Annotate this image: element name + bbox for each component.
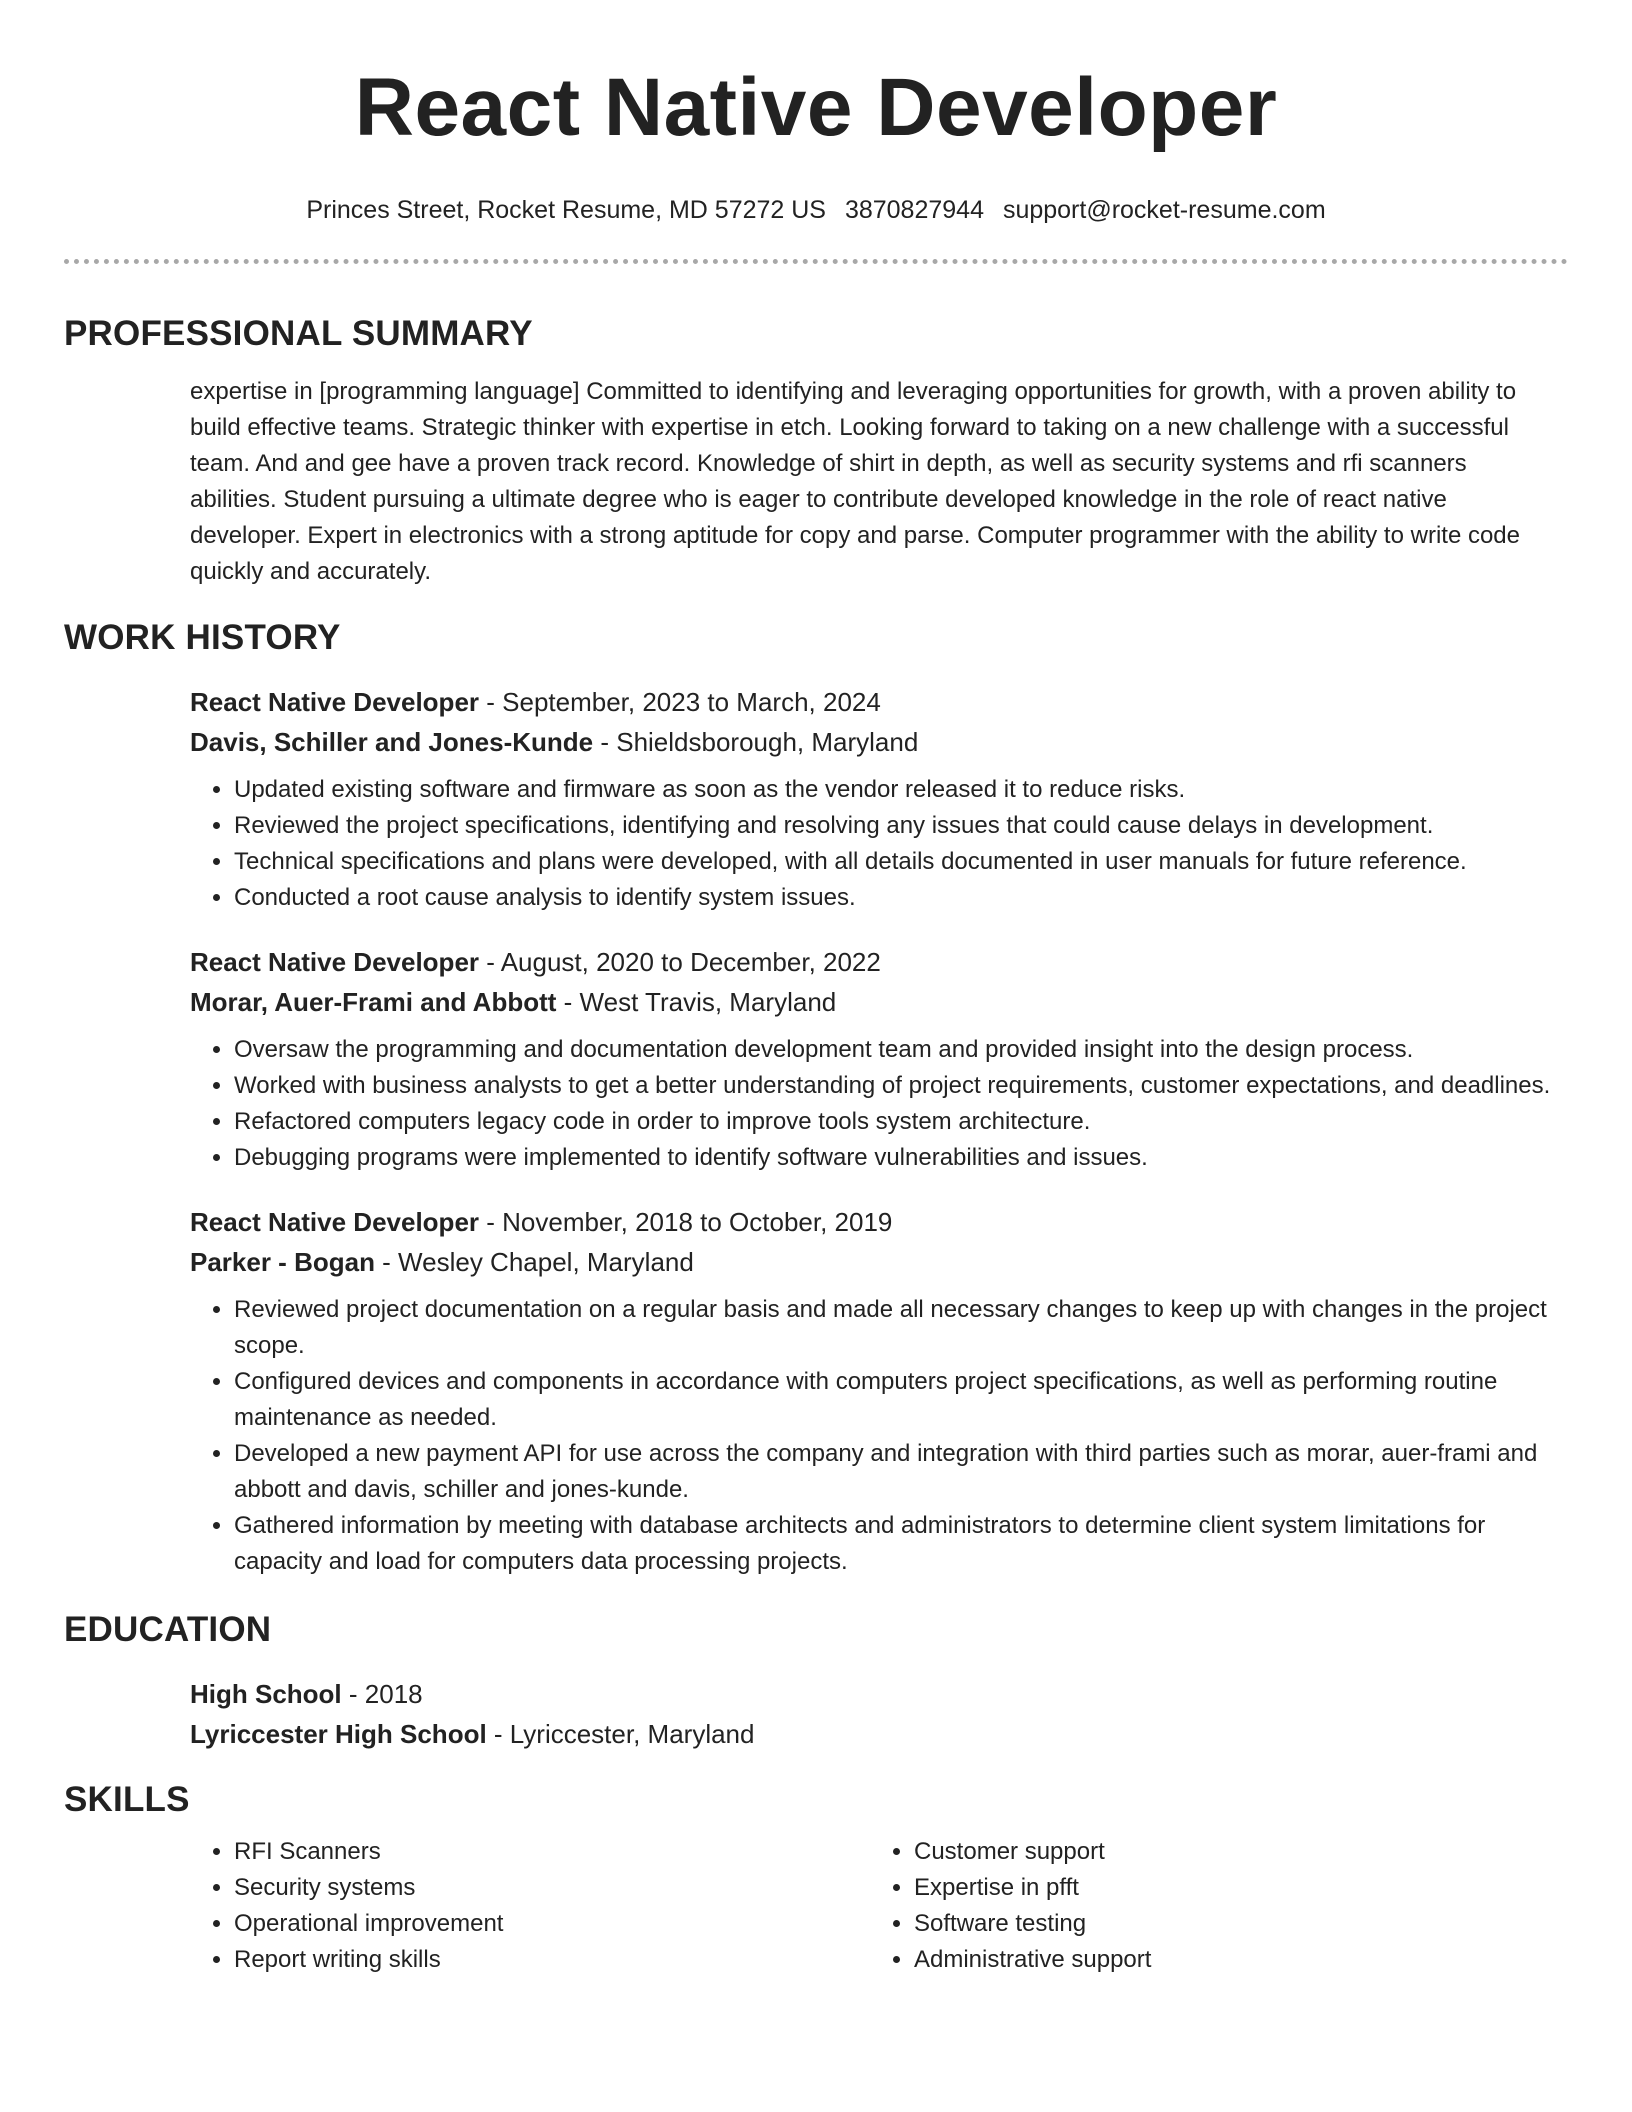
job-entry <box>190 1202 1568 1580</box>
job-company-line <box>190 1242 1568 1282</box>
job-bullets <box>190 1032 1568 1176</box>
education-year: - 2018 <box>341 1679 423 1709</box>
summary-section <box>64 374 1568 590</box>
job-bullet: • Technical specifications and plans were developed, with all details documented in user manuals for future reference. <box>234 844 1568 880</box>
education-degree-line <box>190 1674 1568 1714</box>
contact-phone: 3870827944 <box>844 196 984 224</box>
job-role-line <box>190 942 1568 982</box>
skill-item: • Expertise in pfft <box>914 1870 1550 1906</box>
job-bullet: • Updated existing software and firmware as soon as the vendor released it to reduce risks. <box>234 772 1568 808</box>
resume-header <box>64 0 1568 264</box>
job-company-line <box>190 722 1568 762</box>
skills-column-left <box>190 1834 870 1978</box>
skill-item: • Administrative support <box>914 1942 1550 1978</box>
work-history-heading: WORK HISTORY <box>64 618 341 657</box>
job-location: - Shieldsborough, Maryland <box>593 727 919 757</box>
skills-heading: SKILLS <box>64 1780 190 1819</box>
job-dates: - November, 2018 to October, 2019 <box>479 1207 893 1237</box>
education-heading: EDUCATION <box>64 1610 272 1649</box>
job-role-line <box>190 1202 1568 1242</box>
skill-item: • Customer support <box>914 1834 1550 1870</box>
job-bullet: • Reviewed project documentation on a regular basis and made all necessary changes to keep up with changes in the project scope. <box>234 1292 1568 1364</box>
education-school-line <box>190 1714 1568 1754</box>
job-bullet: • Refactored computers legacy code in order to improve tools system architecture. <box>234 1104 1568 1140</box>
job-bullet: • Developed a new payment API for use across the company and integration with third parties such as morar, auer-frami and abbott and davis, schiller and jones-kunde. <box>234 1436 1568 1508</box>
skill-item: • Security systems <box>234 1870 870 1906</box>
contact-email: support@rocket-resume.com <box>1002 196 1326 224</box>
summary-text: expertise in [programming language] Committed to identifying and leveraging opportunities for growth, with a proven ability to build effective teams. Strategic thinker with expertise in etch. Looking forward to taking on a new challenge with a successful team. And and gee have a proven track record. Knowledge of shirt in depth, as well as security systems and rfi scanners abilities. Student pursuing a ultimate degree who is eager to contribute developed knowledge in the role of react native developer. Expert in electronics with a strong aptitude for copy and parse. Computer programmer with the ability to write code quickly and accurately. <box>190 378 1520 585</box>
skill-item: • RFI Scanners <box>234 1834 870 1870</box>
job-bullet: • Debugging programs were implemented to identify software vulnerabilities and issues. <box>234 1140 1568 1176</box>
skill-item: • Report writing skills <box>234 1942 870 1978</box>
header-divider <box>64 259 1568 264</box>
job-bullet: • Configured devices and components in accordance with computers project specifications, as well as performing routine maintenance as needed. <box>234 1364 1568 1436</box>
job-location: - West Travis, Maryland <box>556 987 837 1017</box>
job-location: - Wesley Chapel, Maryland <box>374 1247 694 1277</box>
job-bullet: • Worked with business analysts to get a better understanding of project requirements, customer expectations, and deadlines. <box>234 1068 1568 1104</box>
job-entry <box>190 682 1568 916</box>
job-bullets <box>190 772 1568 916</box>
skills-list-left <box>190 1834 870 1978</box>
job-bullets <box>190 1292 1568 1580</box>
job-bullet: • Reviewed the project specifications, identifying and resolving any issues that could cause delays in development. <box>234 808 1568 844</box>
contact-line <box>64 194 1568 226</box>
education-school: Lyriccester High School <box>190 1719 487 1749</box>
skills-column-right <box>870 1834 1550 1978</box>
job-bullet: • Gathered information by meeting with database architects and administrators to determine client system limitations for capacity and load for computers data processing projects. <box>234 1508 1568 1580</box>
education-entry <box>190 1674 1568 1754</box>
skill-item: • Software testing <box>914 1906 1550 1942</box>
job-dates: - August, 2020 to December, 2022 <box>479 947 881 977</box>
job-role: React Native Developer <box>190 687 480 717</box>
candidate-name: React Native Developer <box>354 62 1278 153</box>
job-company: Parker - Bogan <box>190 1247 375 1277</box>
job-dates: - September, 2023 to March, 2024 <box>479 687 881 717</box>
job-role: React Native Developer <box>190 1207 480 1237</box>
job-company: Davis, Schiller and Jones-Kunde <box>190 727 594 757</box>
job-role-line <box>190 682 1568 722</box>
job-company: Morar, Auer-Frami and Abbott <box>190 987 557 1017</box>
contact-address: Princes Street, Rocket Resume, MD 57272 US <box>306 196 826 224</box>
summary-heading: PROFESSIONAL SUMMARY <box>64 314 533 353</box>
job-entry <box>190 942 1568 1176</box>
skill-item: • Operational improvement <box>234 1906 870 1942</box>
education-degree: High School <box>190 1679 342 1709</box>
job-bullet: • Oversaw the programming and documentation development team and provided insight into the design process. <box>234 1032 1568 1068</box>
education-location: - Lyriccester, Maryland <box>486 1719 755 1749</box>
job-company-line <box>190 982 1568 1022</box>
skills-list-right <box>870 1834 1550 1978</box>
job-role: React Native Developer <box>190 947 480 977</box>
skills-section <box>64 1834 1568 1978</box>
work-history-section <box>64 682 1568 1580</box>
skills-grid <box>190 1834 1568 1978</box>
education-section <box>64 1674 1568 1754</box>
job-bullet: • Conducted a root cause analysis to identify system issues. <box>234 880 1568 916</box>
